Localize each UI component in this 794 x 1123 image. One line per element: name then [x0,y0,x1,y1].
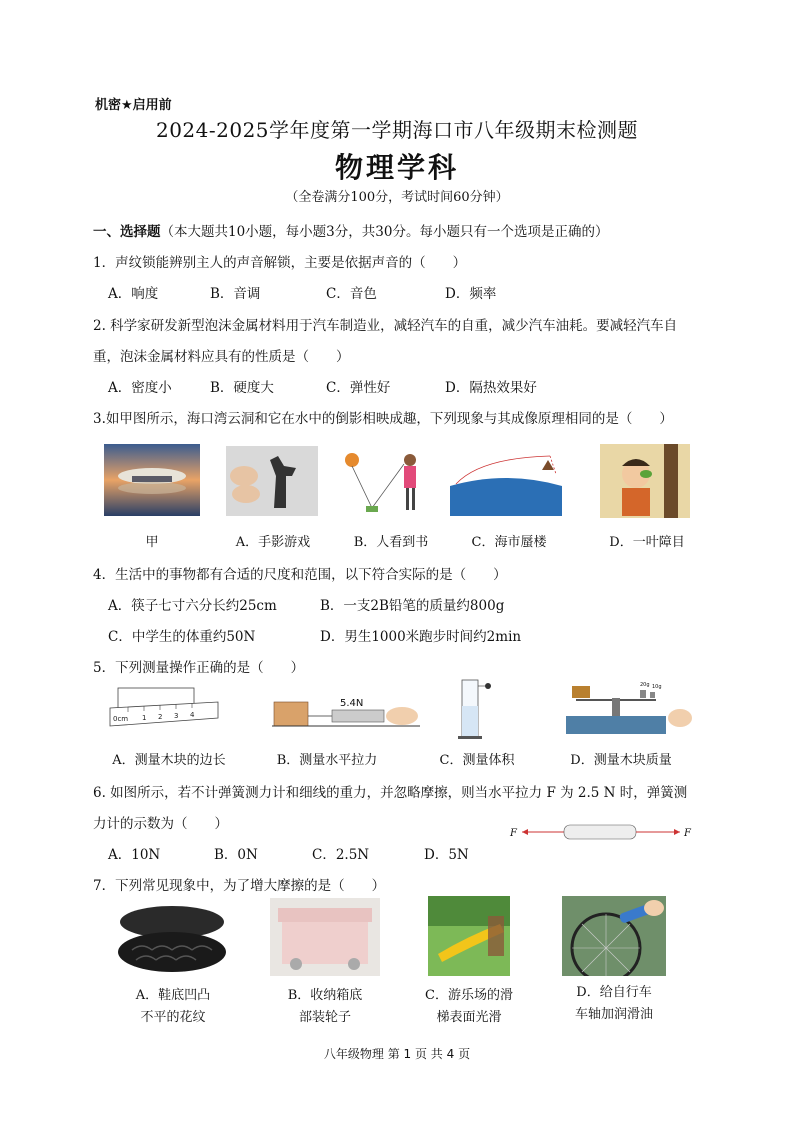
q5-caption-a: A．测量木块的边长 [112,753,226,768]
diagram-person-reading [338,446,438,518]
q3-caption-b: B．人看到书 [353,535,429,550]
q1-option-a: A．响度 [108,286,159,302]
q4-stem: 4．生活中的事物都有合适的尺度和范围，以下符合实际的是（ ） [93,567,507,583]
q4-option-a: A．筷子七寸六分长约25cm [108,598,277,614]
q3-caption-jia: 甲 [145,535,159,550]
q7-caption-d-line2: 车轴加润滑油 [574,1007,653,1022]
q3-caption-a: A．手影游戏 [235,535,311,550]
q6-stem-line1: 6. 如图所示，若不计弹簧测力计和细线的重力，并忽略摩擦，则当水平拉力 F 为 2.5 N 时，弹簧测 [93,785,688,801]
ruler-tick-3: 3 [174,712,179,720]
q3-caption-d: D．一叶障目 [609,535,685,550]
q7-caption-a-line2: 不平的花纹 [140,1010,206,1025]
photo-cloud-cave [104,444,200,516]
photo-bike-lubricate [562,896,666,976]
diagram-spring-scale-pull [272,690,420,736]
photo-hand-shadow [226,446,318,516]
q6-option-b: B．0N [214,847,258,863]
q7-caption-b-line1: B．收纳箱底 [287,988,363,1003]
diagram-measuring-cylinder [454,676,494,740]
q6-stem-line2: 力计的示数为（ ） [93,816,228,832]
photo-storage-box [270,898,380,976]
q7-caption-b-line2: 部装轮子 [298,1010,351,1025]
q6-option-d: D．5N [424,847,469,863]
exam-note: （全卷满分100分，考试时间60分钟） [285,190,509,205]
ruler-unit-label: 0cm [113,715,129,723]
q7-caption-c [414,985,524,1029]
ruler-tick-2: 2 [158,713,163,721]
q5-caption-d: D．测量木块质量 [570,753,672,768]
confidential-label: 机密★启用前 [95,98,172,113]
exam-title: 2024-2025学年度第一学期海口市八年级期末检测题 [155,118,639,142]
q2-stem-line2: 重，泡沫金属材料应具有的性质是（ ） [93,349,350,365]
q1-stem: 1．声纹锁能辨别主人的声音解锁，主要是依据声音的（ ） [93,255,467,271]
q7-caption-d-line1: D．给自行车 [576,985,652,1000]
diagram-mirage [450,446,562,516]
q2-stem-line1: 2. 科学家研发新型泡沫金属材料用于汽车制造业，减轻汽车的自重，减少汽车油耗。要减轻汽车自 [93,318,678,334]
section-desc: （本大题共10小题，每小题3分，共30分。每小题只有一个选项是正确的） [160,224,609,240]
q1-option-c: C．音色 [326,286,377,302]
page-footer: 八年级物理 第 1 页 共 4 页 [323,1047,471,1061]
q2-option-c: C．弹性好 [326,380,391,396]
q2-option-b: B．硬度大 [210,380,274,396]
q7-caption-b [270,985,380,1029]
section-title: 一、选择题 [93,224,161,240]
section-heading [93,220,608,240]
q7-caption-c-line2: 梯表面光滑 [436,1010,502,1025]
q4-option-c: C．中学生的体重约50N [108,629,256,645]
cartoon-leaf-eyes [600,444,690,518]
q1-option-d: D．频率 [445,286,497,302]
q2-option-d: D．隔热效果好 [445,380,537,396]
weight-20g: 20g [640,682,650,688]
q4-option-b: B．一支2B铅笔的质量约800g [320,598,505,614]
ruler-tick-1: 1 [142,714,147,722]
q4-option-d: D．男生1000米跑步时间约2min [320,629,522,645]
q3-caption-c: C．海市蜃楼 [471,535,547,550]
force-left-label: F [510,828,517,839]
q3-stem: 3.如甲图所示，海口湾云洞和它在水中的倒影相映成趣，下列现象与其成像原理相同的是（ ） [93,411,673,427]
q6-option-c: C．2.5N [312,847,370,863]
q6-option-a: A．10N [108,847,161,863]
force-right-label: F [684,828,691,839]
diagram-ruler-block [108,684,220,734]
q7-caption-a [118,985,228,1029]
q5-caption-c: C．测量体积 [439,753,515,768]
q7-caption-a-line1: A．鞋底凹凸 [135,988,211,1003]
q1-option-b: B．音调 [210,286,261,302]
q2-option-a: A．密度小 [108,380,172,396]
photo-shoe-sole [112,898,230,976]
subject-title: 物理学科 [334,151,459,184]
diagram-balance-scale [556,676,694,738]
q5-stem: 5．下列测量操作正确的是（ ） [93,660,305,676]
force-reading: 5.4N [340,698,364,709]
weight-10g: 10g [652,684,662,690]
diagram-spring-scale-two-forces [508,818,698,846]
q5-caption-b: B．测量水平拉力 [276,753,378,768]
ruler-tick-4: 4 [190,711,195,719]
q7-caption-c-line1: C．游乐场的滑 [425,988,513,1003]
q7-stem: 7．下列常见现象中，为了增大摩擦的是（ ） [93,878,386,894]
q7-caption-d [558,982,670,1026]
photo-playground-slide [428,896,510,976]
